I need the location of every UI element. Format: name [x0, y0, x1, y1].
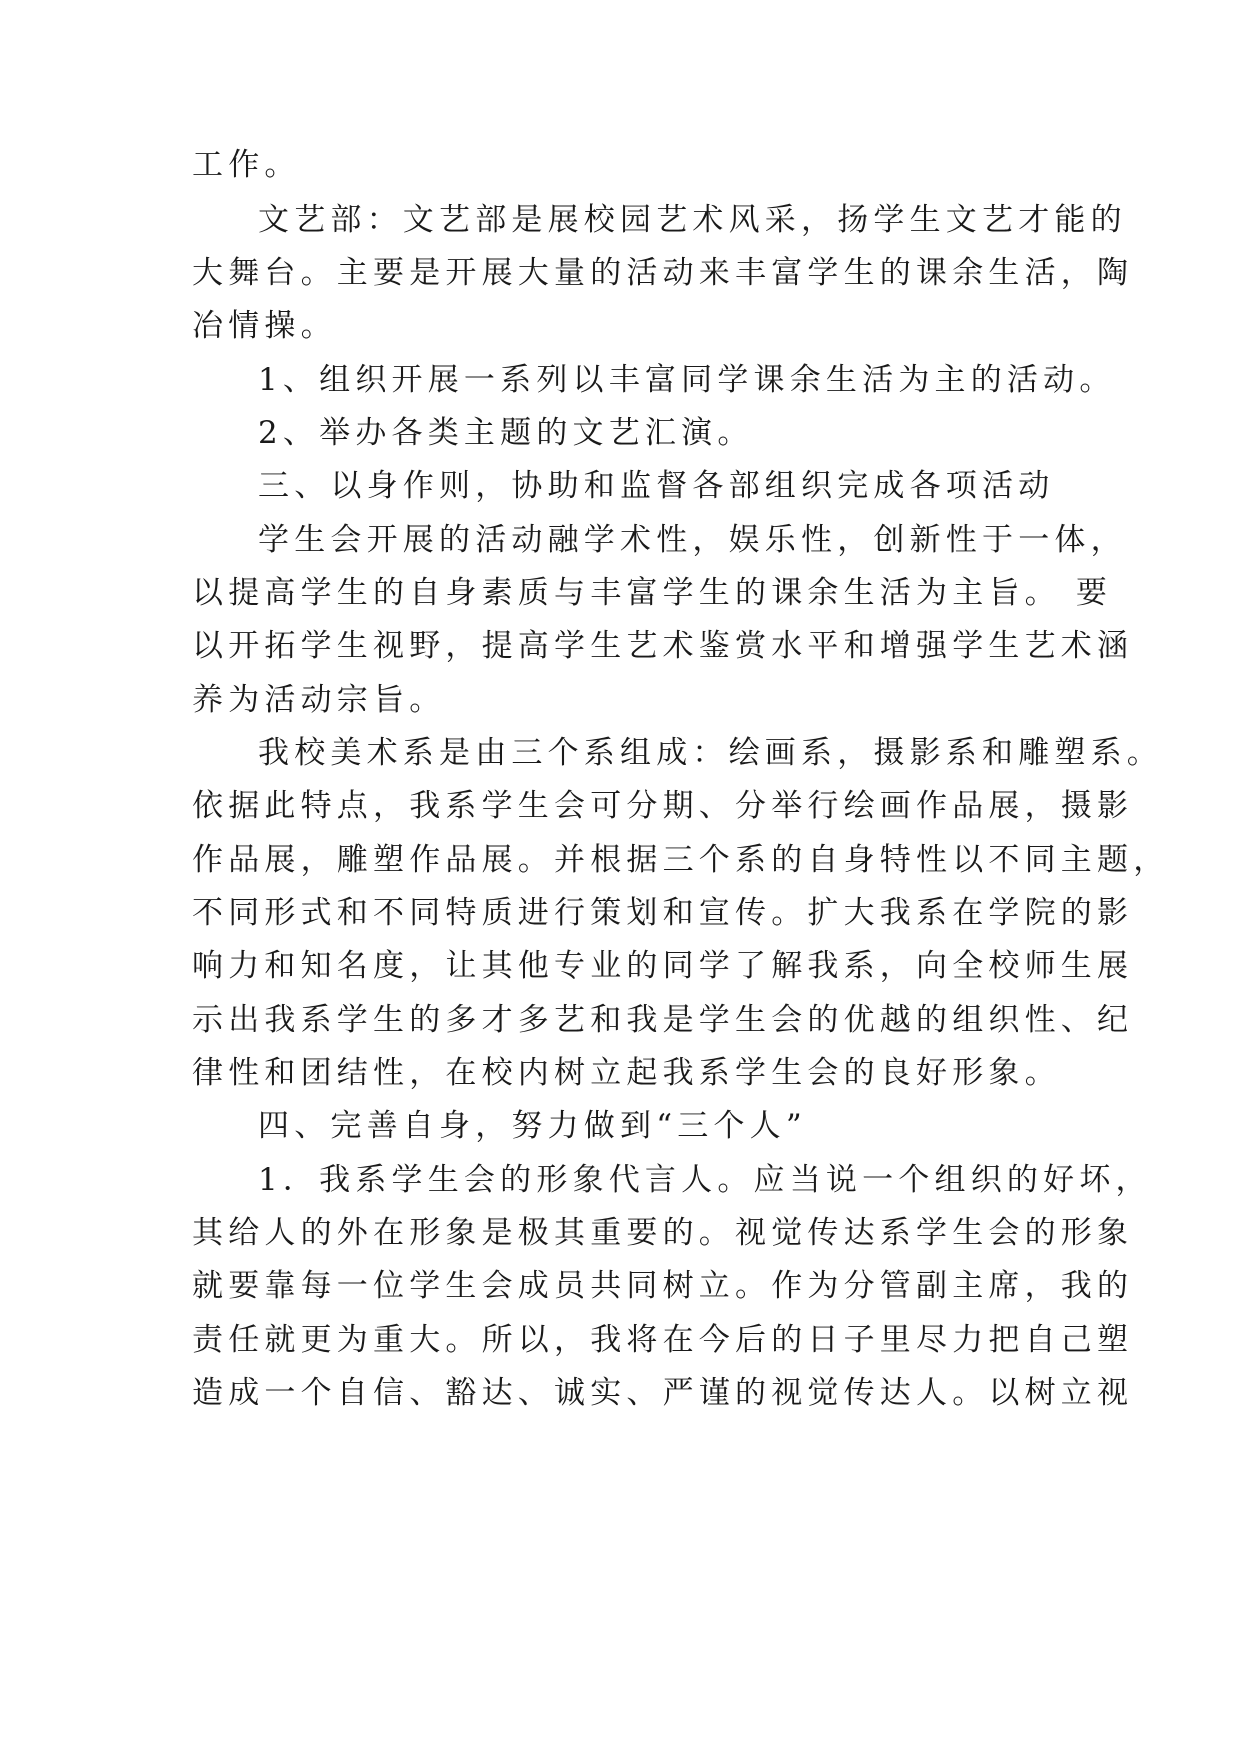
paragraph-start: 1．我系学生会的形象代言人。应当说一个组织的好坏， — [258, 1162, 1152, 1198]
text-line: 以提高学生的自身素质与丰富学生的课余生活为主旨。 要 — [192, 575, 1113, 611]
paragraph-start: 学生会开展的活动融学术性，娱乐性，创新性于一体， — [258, 522, 1127, 558]
list-item: 2、举办各类主题的文艺汇演。 — [258, 415, 754, 451]
text-line: 大舞台。主要是开展大量的活动来丰富学生的课余生活，陶 — [192, 255, 1134, 291]
text-line: 就要靠每一位学生会成员共同树立。作为分管副主席，我的 — [192, 1268, 1134, 1304]
text-line: 责任就更为重大。所以，我将在今后的日子里尽力把自己塑 — [192, 1322, 1134, 1358]
list-item: 1、组织开展一系列以丰富同学课余生活为主的活动。 — [258, 362, 1116, 398]
text-line: 冶情操。 — [192, 308, 337, 344]
text-line: 造成一个自信、豁达、诚实、严谨的视觉传达人。以树立视 — [192, 1375, 1134, 1411]
text-line: 依据此特点，我系学生会可分期、分举行绘画作品展，摄影 — [192, 788, 1134, 824]
section-heading: 三、以身作则，协助和监督各部组织完成各项活动 — [258, 468, 1055, 504]
text-line: 作品展，雕塑作品展。并根据三个系的自身特性以不同主题， — [192, 842, 1170, 878]
text-line: 示出我系学生的多才多艺和我是学生会的优越的组织性、纪 — [192, 1002, 1134, 1038]
section-heading: 四、完善自身，努力做到“三个人” — [258, 1108, 807, 1144]
paragraph-start: 文艺部：文艺部是展校园艺术风采，扬学生文艺才能的 — [258, 202, 1127, 238]
text-line: 律性和团结性，在校内树立起我系学生会的良好形象。 — [192, 1055, 1061, 1091]
text-line: 响力和知名度，让其他专业的同学了解我系，向全校师生展 — [192, 948, 1134, 984]
text-line: 养为活动宗旨。 — [192, 682, 446, 718]
text-line: 不同形式和不同特质进行策划和宣传。扩大我系在学院的影 — [192, 895, 1134, 931]
text-line: 其给人的外在形象是极其重要的。视觉传达系学生会的形象 — [192, 1215, 1134, 1251]
text-line: 以开拓学生视野，提高学生艺术鉴赏水平和增强学生艺术涵 — [192, 628, 1134, 664]
text-line: 工作。 — [192, 147, 301, 183]
paragraph-start: 我校美术系是由三个系组成：绘画系，摄影系和雕塑系。 — [258, 735, 1163, 771]
